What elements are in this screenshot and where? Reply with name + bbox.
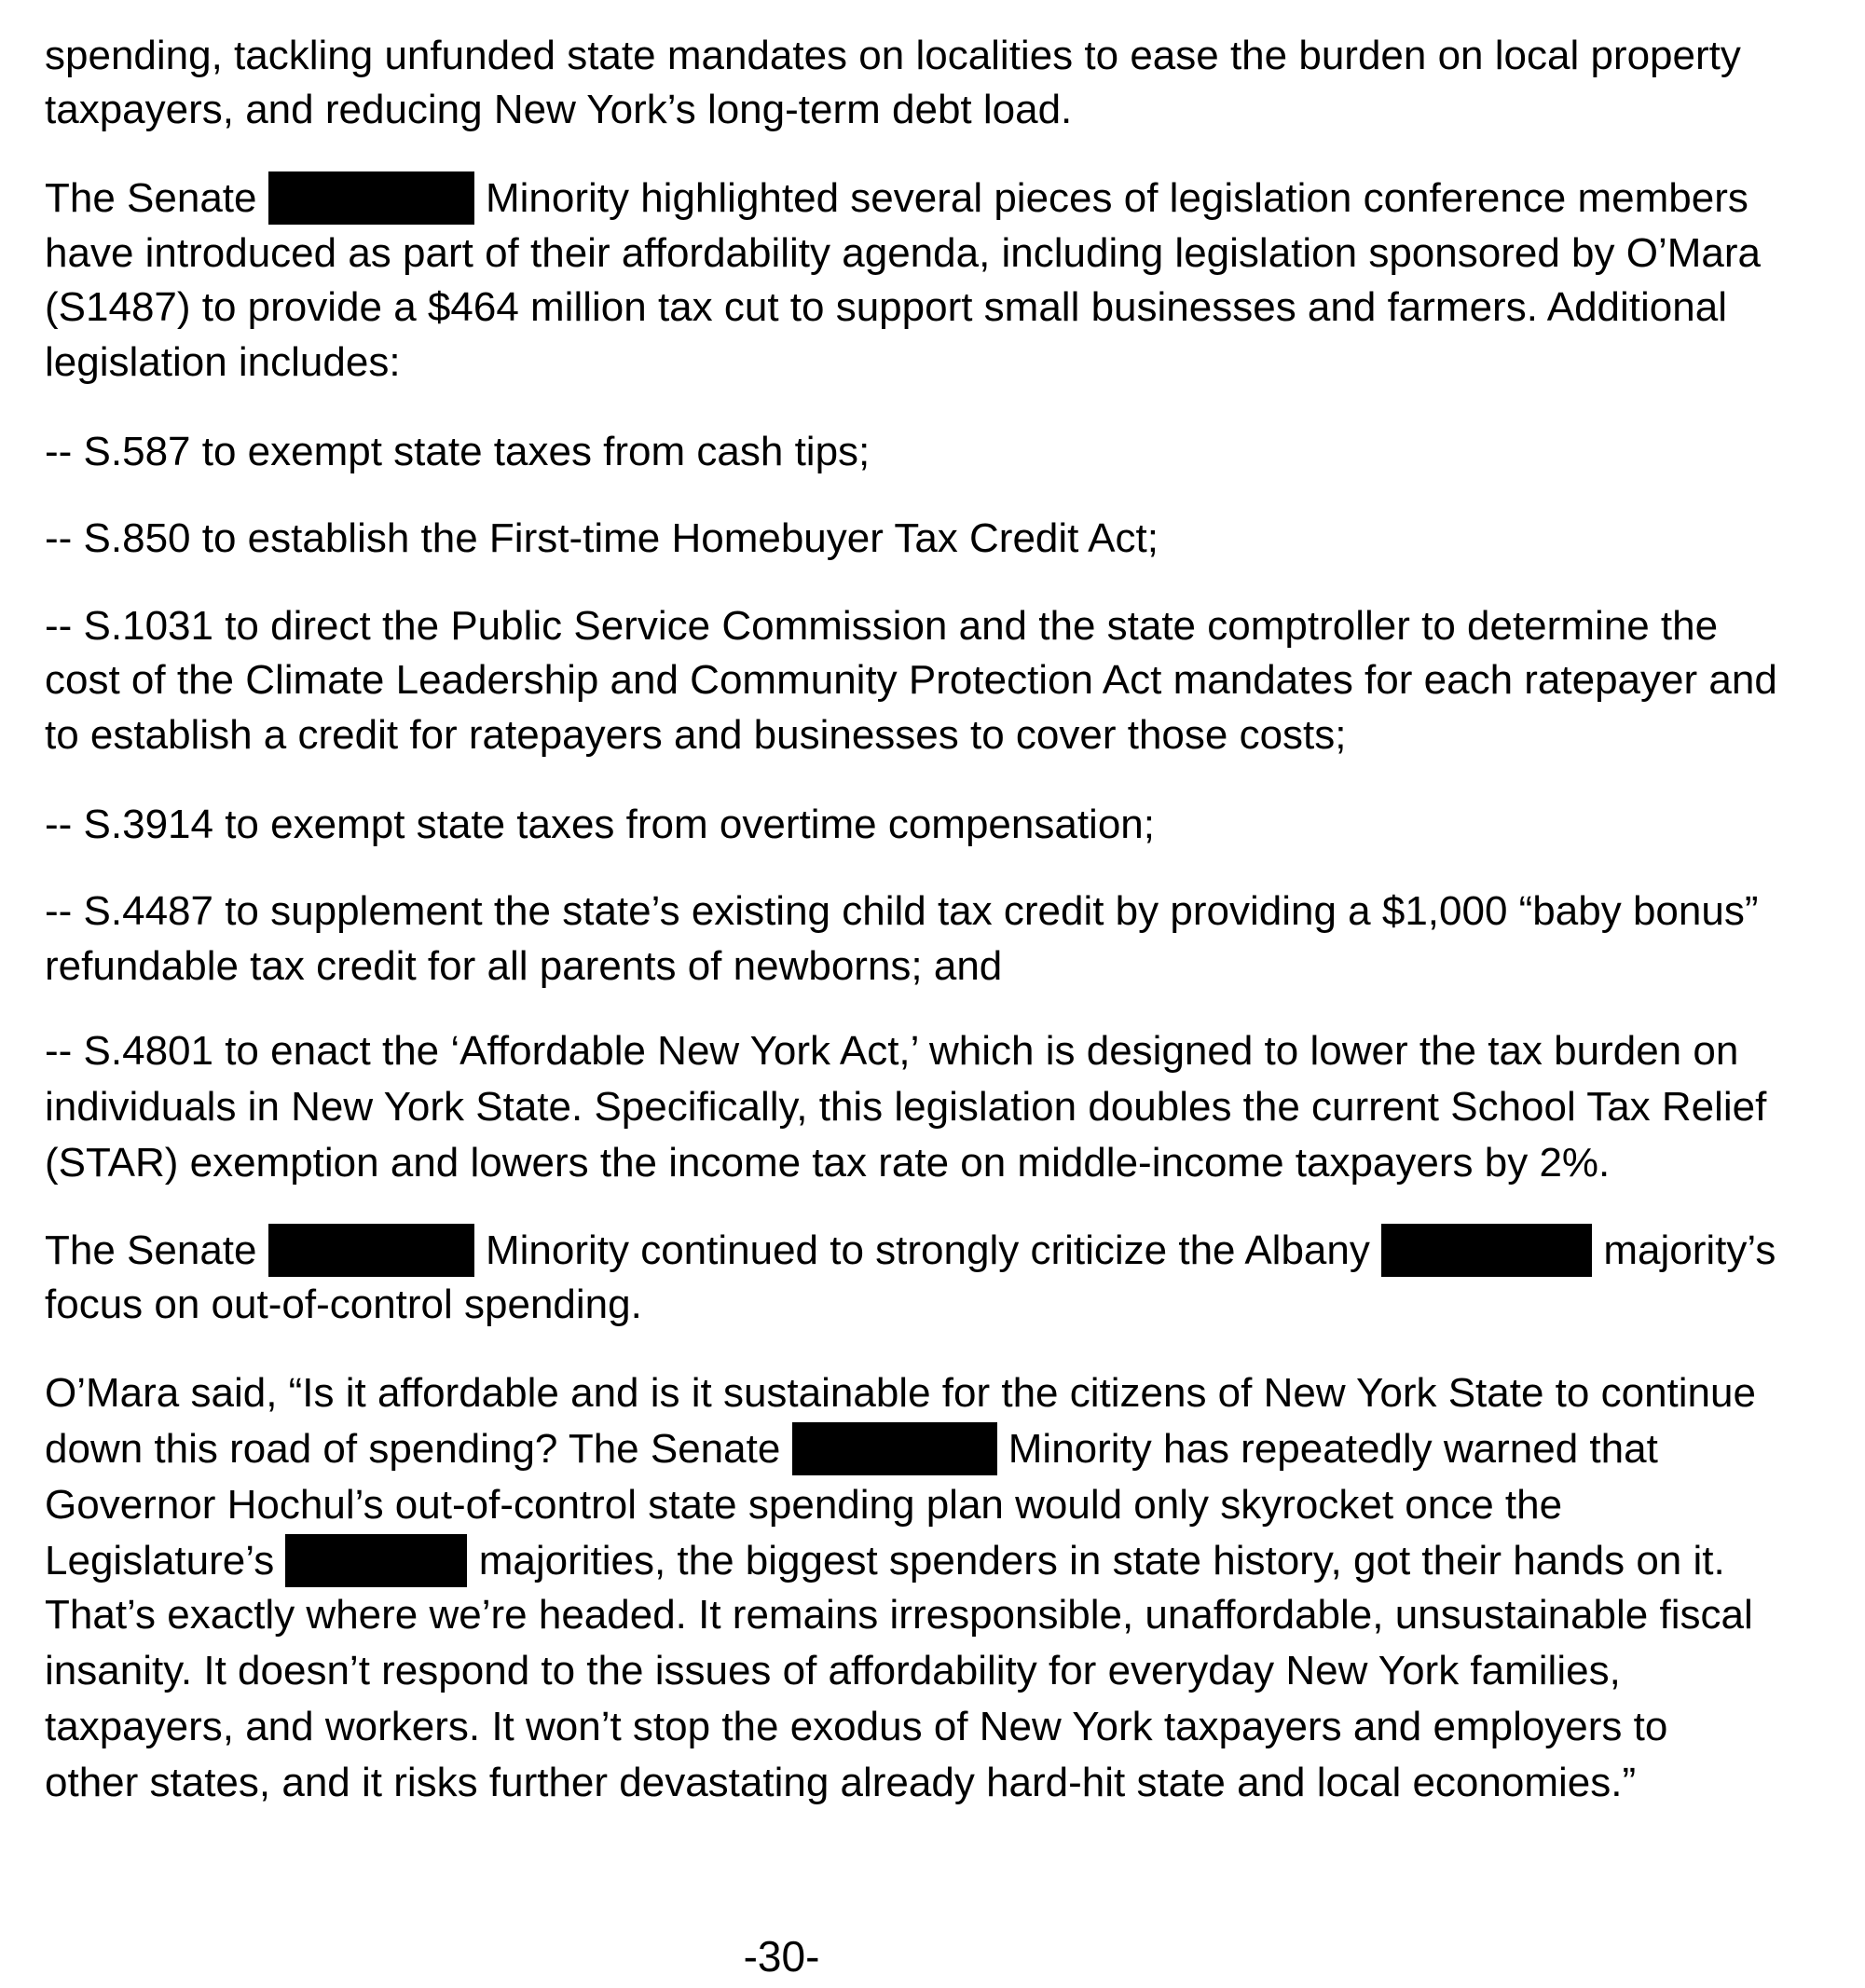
text-line — [45, 280, 1727, 335]
text-line — [45, 1223, 1776, 1278]
text-segment: other states, and it risks further devastating already hard-hit state and local economies.” — [45, 1760, 1637, 1805]
text-line — [45, 707, 1347, 762]
text-segment: Minority highlighted several pieces of legislation conference members — [473, 175, 1748, 221]
text-line — [45, 1699, 1667, 1754]
text-segment: cost of the Climate Leadership and Community Protection Act mandates for each ratepayer and — [45, 657, 1777, 703]
text-segment: -- S.850 to establish the First-time Homebuyer Tax Credit Act; — [45, 515, 1159, 561]
redaction-box — [268, 1224, 474, 1277]
text-segment: focus on out-of-control spending. — [45, 1282, 642, 1327]
text-segment: to establish a credit for ratepayers and businesses to cover those costs; — [45, 712, 1347, 758]
text-segment: That’s exactly where we’re headed. It remains irresponsible, unaffordable, unsustainable fiscal — [45, 1592, 1753, 1638]
text-segment: taxpayers, and reducing New York’s long-term debt load. — [45, 87, 1073, 132]
text-line — [45, 335, 401, 390]
text-segment: The Senate — [45, 175, 268, 221]
page-number-text: -30- — [743, 1932, 820, 1981]
text-line — [45, 1587, 1753, 1642]
text-segment: Legislature’s — [45, 1538, 286, 1584]
text-segment: refundable tax credit for all parents of newborns; and — [45, 943, 1003, 989]
text-segment: (S1487) to provide a $464 million tax cut to support small businesses and farmers. Additional — [45, 284, 1727, 330]
text-segment: -- S.1031 to direct the Public Service Commission and the state comptroller to determine the — [45, 603, 1719, 649]
text-line — [45, 226, 1761, 281]
text-line — [45, 797, 1155, 852]
text-line — [45, 424, 870, 479]
text-line — [45, 1533, 1725, 1588]
text-line — [45, 511, 1159, 566]
text-segment: (STAR) exemption and lowers the income tax rate on middle-income taxpayers by 2%. — [45, 1140, 1611, 1186]
text-segment: Governor Hochul’s out-of-control state spending plan would only skyrocket once the — [45, 1482, 1563, 1528]
text-line — [45, 598, 1718, 653]
text-line — [45, 1477, 1562, 1532]
text-line — [45, 1135, 1610, 1190]
text-segment: legislation includes: — [45, 339, 401, 385]
redaction-box — [268, 171, 474, 225]
text-segment: Minority continued to strongly criticize the Albany — [473, 1227, 1382, 1273]
text-line — [45, 939, 1002, 994]
text-segment: insanity. It doesn’t respond to the issues of affordability for everyday New York families, — [45, 1648, 1621, 1693]
redaction-box — [1381, 1224, 1592, 1277]
text-line — [45, 1277, 642, 1332]
text-line — [45, 1079, 1766, 1134]
text-line — [45, 652, 1777, 707]
text-segment: Minority has repeatedly warned that — [996, 1426, 1658, 1472]
text-segment: The Senate — [45, 1227, 268, 1273]
text-segment: have introduced as part of their affordability agenda, including legislation sponsored by O’Mara — [45, 230, 1761, 276]
text-line — [45, 1023, 1738, 1078]
redaction-box — [792, 1422, 997, 1475]
text-segment: -- S.3914 to exempt state taxes from overtime compensation; — [45, 802, 1155, 847]
text-segment: -- S.587 to exempt state taxes from cash tips; — [45, 429, 871, 474]
text-line — [45, 1755, 1636, 1810]
text-segment: taxpayers, and workers. It won’t stop the exodus of New York taxpayers and employers to — [45, 1704, 1668, 1749]
text-line — [45, 884, 1758, 939]
text-segment: majorities, the biggest spenders in state history, got their hands on it. — [467, 1538, 1725, 1584]
text-line — [45, 1421, 1658, 1476]
redaction-box — [285, 1534, 467, 1587]
text-segment: down this road of spending? The Senate — [45, 1426, 792, 1472]
text-segment: majority’s — [1592, 1227, 1776, 1273]
text-segment: -- S.4487 to supplement the state’s existing child tax credit by providing a $1,000 “baby bonus” — [45, 888, 1759, 934]
text-segment: spending, tackling unfunded state mandates on localities to ease the burden on local property — [45, 33, 1741, 78]
text-segment: -- S.4801 to enact the ‘Affordable New York Act,’ which is designed to lower the tax burden on — [45, 1028, 1739, 1074]
text-line — [45, 171, 1748, 226]
page-number — [0, 1929, 1865, 1984]
text-line — [45, 1643, 1621, 1698]
text-segment: individuals in New York State. Specifically, this legislation doubles the current School Tax Relief — [45, 1084, 1767, 1130]
text-segment: O’Mara said, “Is it affordable and is it sustainable for the citizens of New York State to continue — [45, 1370, 1756, 1416]
text-line — [45, 1365, 1756, 1420]
text-line — [45, 82, 1072, 137]
text-line — [45, 28, 1741, 83]
